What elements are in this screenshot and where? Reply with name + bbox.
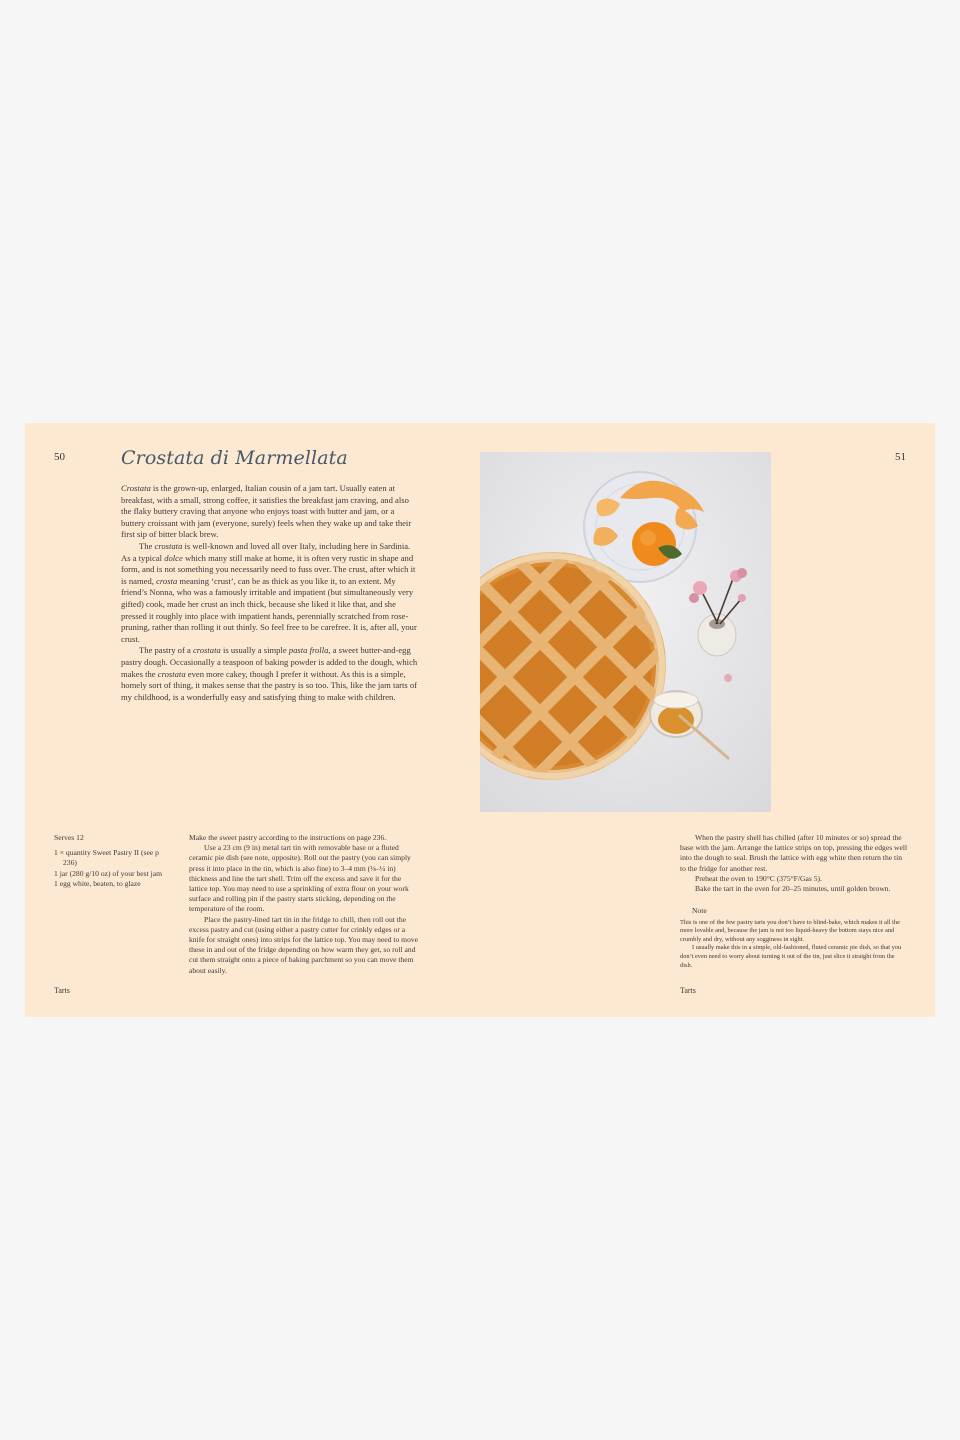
ingredients — [54, 833, 172, 889]
page-number-left: 50 — [54, 451, 65, 463]
serves-label: Serves 12 — [54, 833, 84, 842]
recipe-title: Crostata di Marmellata — [121, 447, 348, 469]
recipe-note — [680, 907, 908, 970]
intro-paragraph-1: Crostata is the grown-up, enlarged, Italian cousin of a jam tart. Usually eaten at breakfast, with a small, strong coffee, it satisfies the breakfast jam craving, and also the flaky buttery craving that anyone who enjoys toast with butter and jam, or a buttery croissant with jam (everyone, surely) feels when they wake up and take their first sip of bitter black brew. — [121, 483, 412, 540]
method-step: Place the pastry-lined tart tin in the fridge to chill, then roll out the excess pastry and cut (using either a pastry cutter for crinkly edges or a knife for straight ones) into strips for the lattice top. You may need to move these in and out of the fridge depending on how warm they get, so roll and cut them straight onto a piece of baking parchment so you can move them about easily. — [189, 914, 419, 975]
method-step: When the pastry shell has chilled (after 10 minutes or so) spread the base with the jam. Arrange the lattice strips on top, pressing the edges well into the dough to seal. Brush the lattice with egg white then return the tin to the fridge for another rest. — [680, 833, 908, 873]
intro-paragraph-3: The pastry of a crostata is usually a simple pasta frolla, a sweet butter-and-egg pastry dough. Occasionally a teaspoon of baking powder is added to the dough, which makes the crostata even more cakey, though I prefer it without. As this is a simple, homely sort of thing, it makes sense that the pastry is so too. This, like the jam tarts of my childhood, is a wonderfully easy and satisfying thing to make with children. — [121, 645, 418, 702]
intro-text — [121, 483, 419, 703]
page-number-right: 51 — [895, 451, 906, 463]
method-step: Preheat the oven to 190°C (375°F/Gas 5). — [695, 873, 822, 883]
ingredient-item: 1 jar (280 g/10 oz) of your best jam — [54, 868, 162, 878]
ingredient-item: 1 × quantity Sweet Pastry II (see p 236) — [54, 848, 159, 868]
ingredient-list — [54, 848, 172, 889]
note-heading: Note — [692, 906, 707, 915]
ingredient-item: 1 egg white, beaten, to glaze — [54, 878, 141, 888]
section-footer-right: Tarts — [680, 986, 696, 995]
method-step: Make the sweet pastry according to the instructions on page 236. — [189, 833, 387, 842]
book-spread — [25, 423, 935, 1017]
intro-paragraph-2: The crostata is well-known and loved all over Italy, including here in Sardinia. As a typical dolce which many still make at home, it is often very rustic in shape and form, and is not something you necessarily need to fuss over. The crust, after which it is named, crosta meaning ‘crust’, can be as thick as you like it, to an extent. My friend’s Nonna, who was a famously irritable and impatient (but simultaneously very gifted) cook, made her crust an inch thick, because she liked it like that, and she pressed it roughly into place with impatient hands, perennially scratched from rose-pruning, rather than rolling it out thinly. So feel free to be carefree. It is, after all, your crust. — [121, 540, 417, 644]
note-paragraph: This is one of the few pastry tarts you don’t have to blind-bake, which makes it all the more lovable and, because the jam is not too liquid-heavy the bottom stays nice and crumbly and dry, without any sogginess in sight. — [680, 918, 900, 943]
tart-photo — [480, 452, 771, 812]
note-paragraph: I usually make this in a simple, old-fashioned, fluted ceramic pie dish, so that you don’t even need to worry about turning it out of the tin, just slice it straight from the dish. — [680, 944, 902, 969]
method-steps-right — [680, 833, 908, 894]
method-step: Bake the tart in the oven for 20–25 minutes, until golden brown. — [695, 884, 891, 894]
method-steps-left — [189, 833, 419, 976]
method-step: Use a 23 cm (9 in) metal tart tin with removable base or a fluted ceramic pie dish (see note, opposite). Roll out the pastry (you can simply press it into place in the tin, which is also fine) to 3–4 mm (⅛–¼ in) thickness and line the tart shell. Trim off the excess and save it for the lattice top. You may need to use a sprinkling of extra flour on your work surface and rolling pin if the pastry starts sticking, depending on the temperature of the room. — [189, 843, 411, 914]
section-footer-left: Tarts — [54, 986, 70, 995]
